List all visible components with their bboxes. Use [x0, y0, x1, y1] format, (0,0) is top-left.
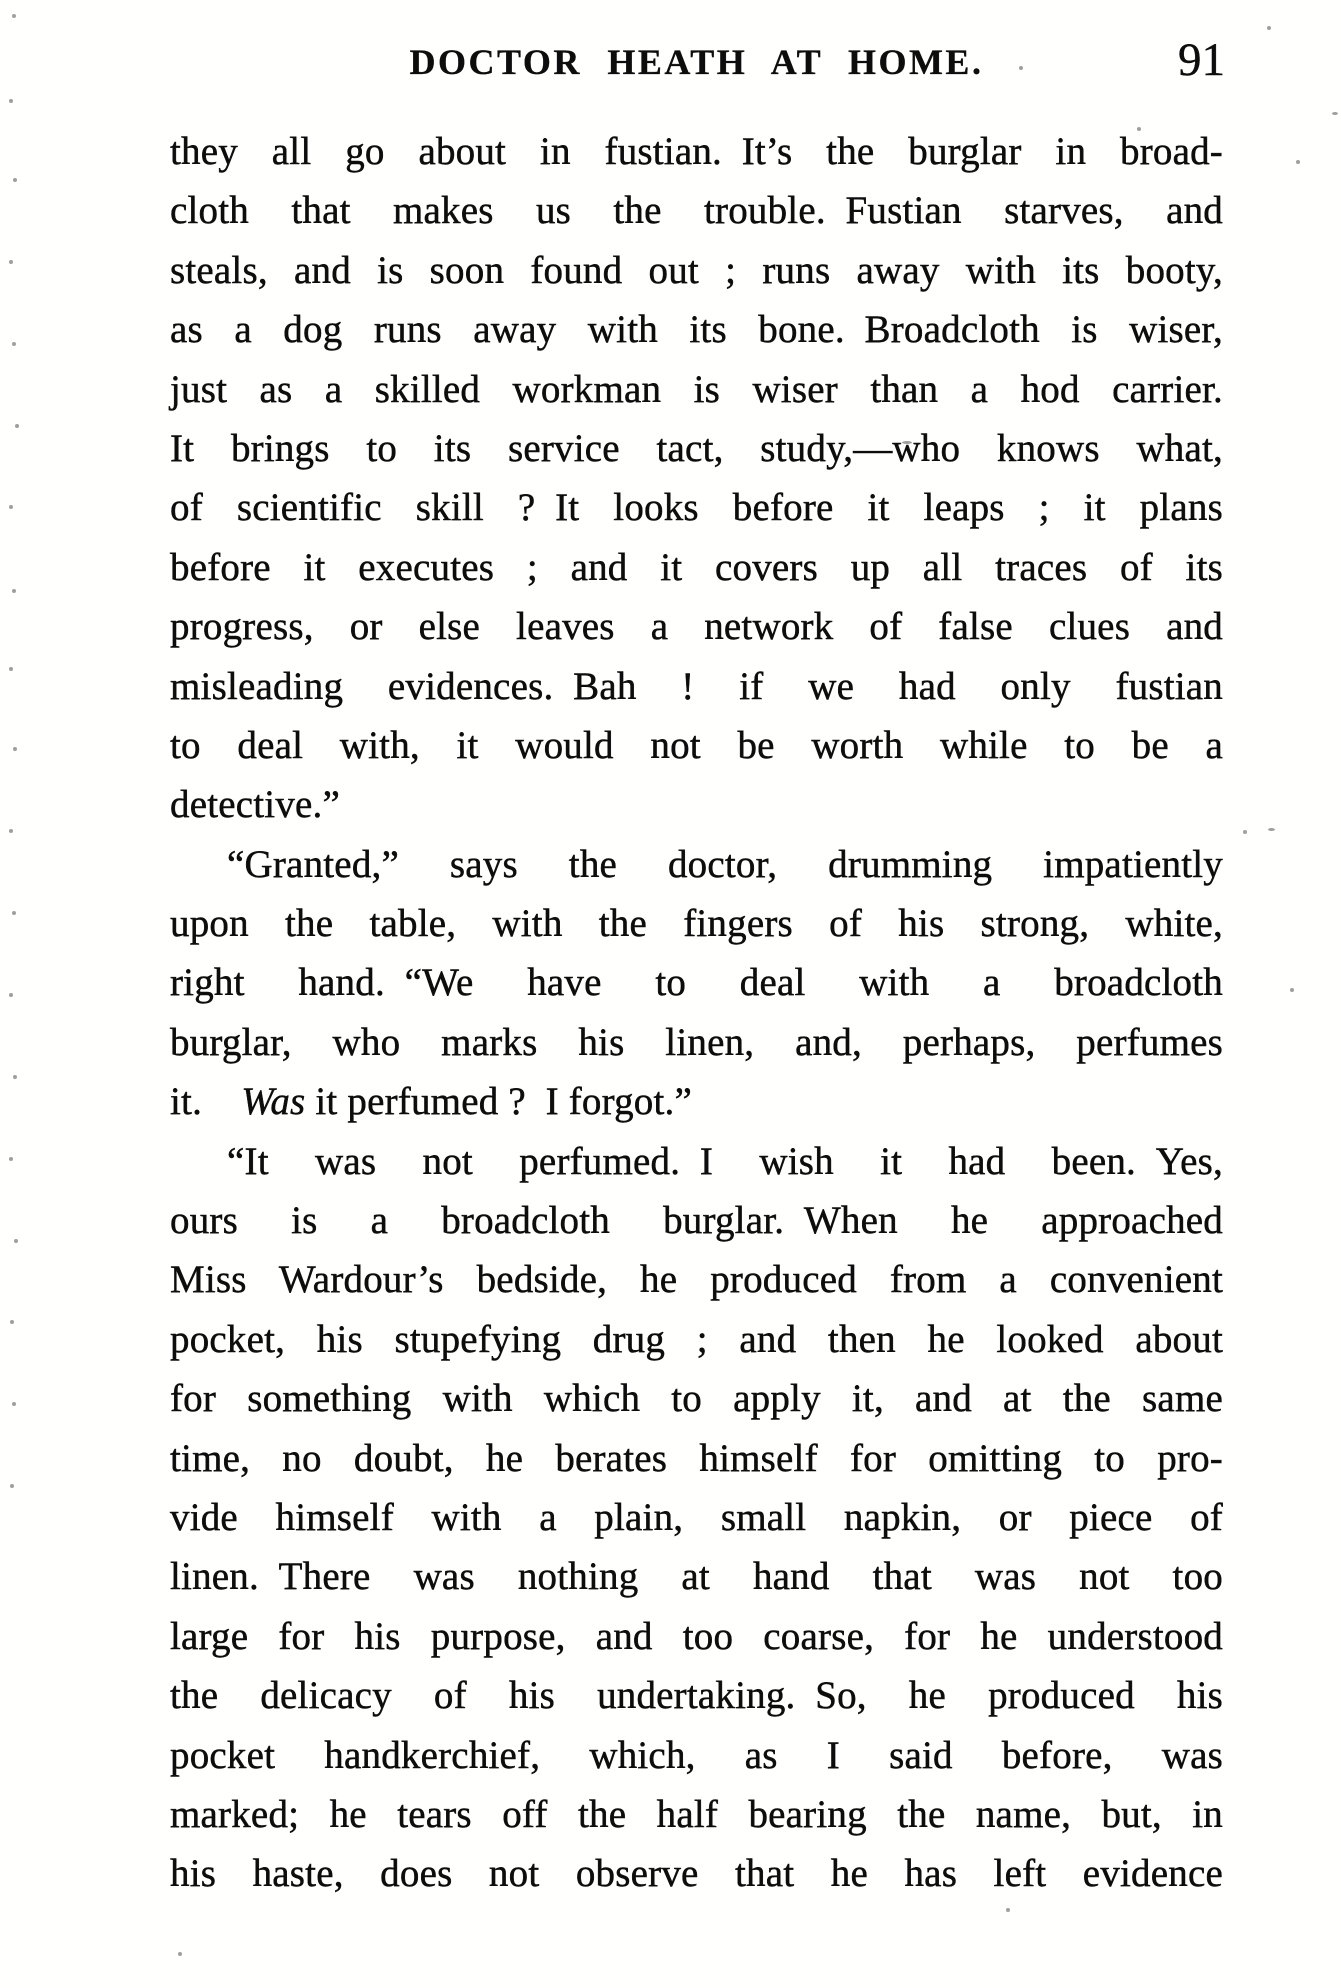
- scan-speck: [9, 993, 13, 997]
- text-line: Miss Wardour’s bedside, he produced from a convenient: [170, 1258, 1223, 1302]
- text-line: burglar, who marks his linen, and, perhaps, perfumes: [170, 1020, 1223, 1064]
- scan-speck: [10, 1484, 14, 1488]
- scan-speck: [1268, 828, 1275, 831]
- text-line: they all go about in fustian. It’s the burglar in broad-: [170, 130, 1223, 173]
- page-number: 91: [1178, 34, 1225, 86]
- text-segment: it.: [170, 1080, 242, 1124]
- scan-speck: [12, 342, 16, 346]
- text-line: large for his purpose, and too coarse, for he understood: [170, 1614, 1223, 1658]
- text-line: of scientific skill ? It looks before it leaps ; it plans: [170, 486, 1223, 530]
- scan-speck: [9, 505, 13, 509]
- text-line: his haste, does not observe that he has left evidence: [170, 1852, 1223, 1896]
- text-line: for something with which to apply it, and at the same: [170, 1377, 1223, 1421]
- text-line: ours is a broadcloth burglar. When he approached: [170, 1199, 1223, 1243]
- text-line: just as a skilled workman is wiser than a hod carrier.: [170, 367, 1223, 411]
- text-line: pocket handkerchief, which, as I said before, was: [170, 1733, 1223, 1777]
- text-line: pocket, his stupefying drug ; and then he looked about: [170, 1317, 1223, 1361]
- text-line: cloth that makes us the trouble. Fustian starves, and: [170, 189, 1223, 233]
- scan-speck: [10, 1320, 14, 1324]
- text-line: upon the table, with the fingers of his strong, white,: [170, 902, 1223, 946]
- scan-speck: [9, 1157, 13, 1161]
- scan-speck: [9, 260, 13, 264]
- scan-speck: [1267, 26, 1271, 30]
- text-line: as a dog runs away with its bone. Broadcloth is wiser,: [170, 308, 1223, 352]
- text-line: vide himself with a plain, small napkin, or piece of: [170, 1495, 1223, 1539]
- text-line: before it executes ; and it covers up all traces of its: [170, 545, 1223, 589]
- scan-speck: [9, 667, 13, 671]
- scan-speck: [14, 1239, 18, 1243]
- text-line: “It was not perfumed. I wish it had been. Yes,: [227, 1139, 1223, 1183]
- scan-speck: [13, 178, 17, 182]
- scan-speck: [1006, 1908, 1010, 1912]
- scan-speck: [1296, 160, 1300, 164]
- text-line: detective.”: [170, 783, 341, 827]
- scan-speck: [9, 99, 13, 103]
- scan-speck: [12, 911, 16, 915]
- scan-speck: [1332, 112, 1338, 115]
- text-line: It brings to its service tact, study,—who knows what,: [170, 426, 1223, 470]
- body-text: [170, 122, 1223, 1904]
- scan-speck: [1137, 127, 1141, 131]
- text-line: linen. There was nothing at hand that was not too: [170, 1555, 1223, 1599]
- text-line: steals, and is soon found out ; runs away with its booty,: [170, 248, 1223, 292]
- scan-speck: [15, 424, 19, 428]
- scan-speck: [178, 1952, 182, 1956]
- text-line: “Granted,” says the doctor, drumming impatiently: [227, 842, 1223, 886]
- scan-speck: [1243, 830, 1247, 834]
- text-line: to deal with, it would not be worth while to be a: [170, 723, 1223, 767]
- scan-speck: [13, 747, 17, 751]
- scan-speck: [12, 589, 16, 593]
- scan-speck: [13, 1075, 17, 1079]
- text-line: right hand. “We have to deal with a broadcloth: [170, 961, 1223, 1005]
- running-header-title: DOCTOR HEATH AT HOME.: [409, 42, 984, 82]
- text-segment: it perfumed ? I forgot.”: [305, 1080, 692, 1124]
- scan-speck: [12, 1402, 16, 1406]
- text-line: misleading evidences. Bah ! if we had only fustian: [170, 664, 1223, 708]
- scan-speck: [9, 829, 13, 833]
- scan-speck: [1019, 66, 1023, 70]
- italic-word: Was: [241, 1080, 306, 1124]
- text-line: [170, 1072, 1223, 1131]
- text-line: progress, or else leaves a network of false clues and: [170, 605, 1223, 649]
- text-line: the delicacy of his undertaking. So, he produced his: [170, 1674, 1223, 1718]
- text-line: time, no doubt, he berates himself for omitting to pro-: [170, 1436, 1223, 1480]
- text-line: marked; he tears off the half bearing the name, but, in: [170, 1792, 1223, 1836]
- scan-speck: [12, 14, 16, 18]
- scan-speck: [1290, 988, 1294, 992]
- scan-speck: [902, 441, 912, 444]
